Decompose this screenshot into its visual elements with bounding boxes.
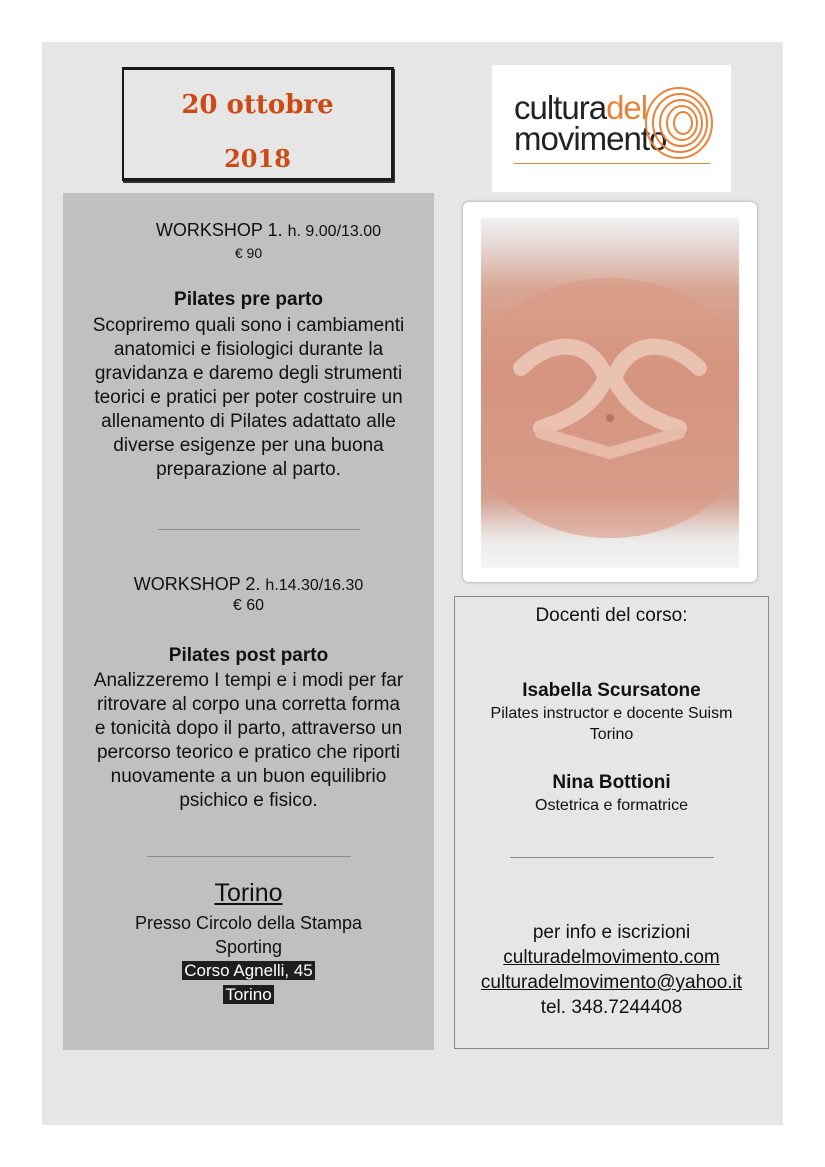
email-link[interactable]: culturadelmovimento@yahoo.it	[480, 972, 743, 993]
logo-underline	[514, 163, 710, 164]
workshop1-hours: h. 9.00/13.00	[287, 223, 382, 240]
venue-line2: Sporting	[214, 937, 283, 957]
spiral-logo-icon	[644, 85, 714, 161]
divider	[510, 857, 714, 858]
workshop2-title: WORKSHOP 2.	[133, 574, 261, 594]
divider	[147, 856, 351, 857]
contact-label: per info e iscrizioni	[532, 922, 691, 943]
workshop2-heading: Pilates post parto	[168, 645, 329, 666]
teacher2-name: Nina Bottioni	[552, 772, 671, 793]
date-day: 20 ottobre	[181, 90, 334, 120]
workshop2-hours: h.14.30/16.30	[265, 577, 364, 594]
workshop1-description: Scopriremo quali sono i cambiamenti anatomici e fisiologici durante la gravidanza e daremo degli strumenti teorici e pratici per poter costruire un allenamento di Pilates adattato alle diverse esigenze per una buona preparazione al parto.	[92, 315, 405, 480]
teacher2-role: Ostetrica e formatrice	[535, 797, 688, 814]
teachers-heading: Docenti del corso:	[535, 605, 688, 626]
teachers-contact-box	[454, 596, 769, 1049]
teacher1-name: Isabella Scursatone	[522, 680, 701, 701]
workshops-panel	[63, 193, 434, 1050]
workshop2-description: Analizzeremo I tempi e i modi per far ritrovare al corpo una corretta forma e tonicità dopo il parto, attraverso un percorso teorico e pratico che riporti nuovamente a un buon equilibrio psichico e fisico.	[93, 670, 404, 811]
logo-word-cultura: cultura	[514, 89, 607, 126]
teacher1-role: Pilates instructor e docente Suism	[490, 705, 733, 722]
teacher1-city: Torino	[589, 726, 634, 743]
venue-address: Corso Agnelli, 45	[184, 961, 313, 980]
website-link[interactable]: culturadelmovimento.com	[503, 947, 720, 968]
workshop1-heading: Pilates pre parto	[174, 289, 323, 310]
divider	[158, 529, 360, 530]
photo-frame	[463, 202, 757, 582]
venue-city: Torino	[214, 879, 283, 907]
logo-word-del: del	[606, 89, 648, 126]
date-year: 2018	[224, 144, 291, 173]
logo-word-movimento: movimento	[514, 120, 667, 157]
date-box	[122, 67, 394, 181]
venue-town: Torino	[225, 985, 272, 1004]
venue-line1: Presso Circolo della Stampa	[134, 913, 363, 933]
workshop1-price: € 90	[234, 245, 263, 261]
workshop1-title: WORKSHOP 1.	[155, 220, 283, 240]
pregnancy-photo	[481, 218, 739, 568]
logo	[492, 65, 731, 192]
workshop2-price: € 60	[232, 597, 265, 614]
phone-number: tel. 348.7244408	[540, 997, 683, 1018]
